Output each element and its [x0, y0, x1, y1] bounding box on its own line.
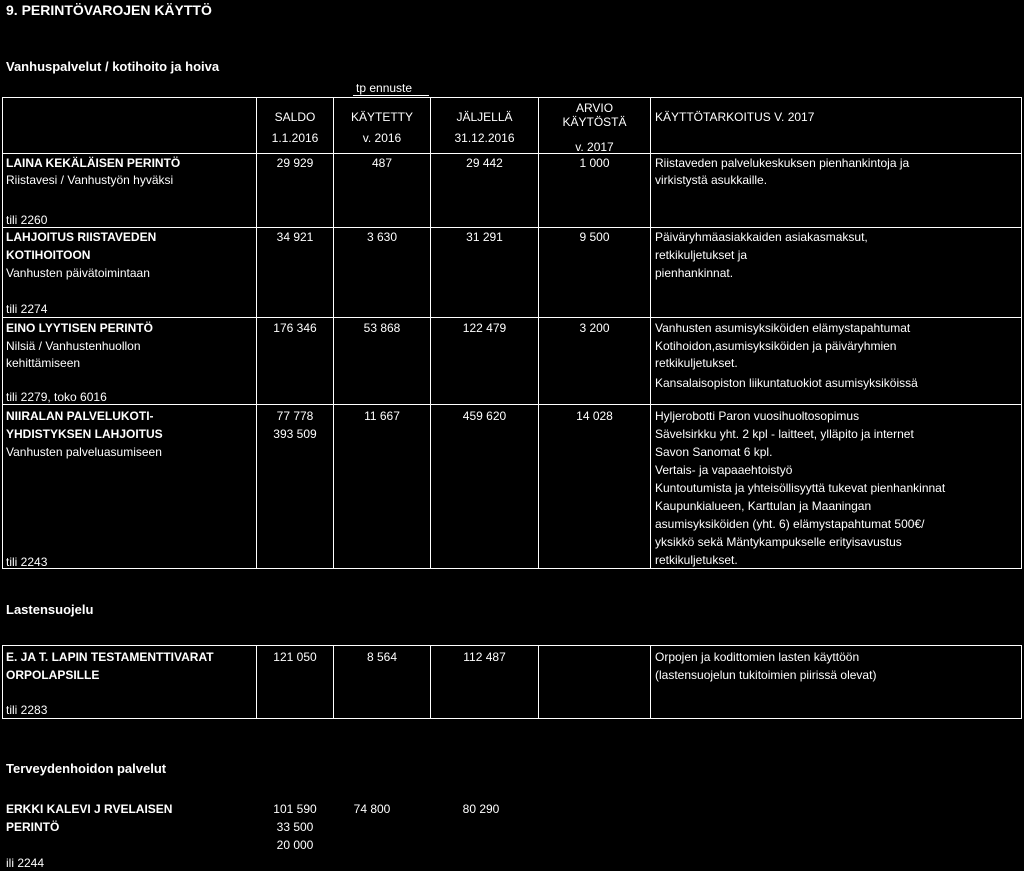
cell-kaytetty: 74 800: [353, 802, 391, 816]
cell-purpose-line: Päiväryhmäasiakkaiden asiakasmaksut,: [655, 230, 868, 244]
row-name: LAINA KEKÄLÄISEN PERINTÖ: [6, 156, 181, 170]
cell-saldo-3: 20 000: [276, 838, 314, 852]
cell-jaljella: 122 479: [462, 321, 507, 335]
row-subtitle: Vanhusten päivätoimintaan: [6, 266, 150, 280]
row-divider: [2, 227, 1022, 228]
table-bottom-border: [2, 568, 1022, 569]
cell-jaljella: 31 291: [466, 230, 503, 244]
header-saldo: SALDO: [274, 110, 316, 124]
header-saldo-date: 1.1.2016: [271, 131, 319, 145]
cell-purpose-line: Kuntoutumista ja yhteisöllisyyttä tukevat pienhankinnat: [655, 481, 946, 495]
row-name-line-2: ORPOLAPSILLE: [6, 668, 100, 682]
cell-purpose-line: retkikuljetukset.: [655, 356, 738, 370]
col-line: [1021, 645, 1022, 719]
cell-kaytetty: 11 667: [364, 409, 400, 423]
cell-purpose-line: Vanhusten asumisyksiköiden elämystapahtumat: [655, 321, 911, 335]
cell-purpose-line: Sävelsirkku yht. 2 kpl - laitteet, ylläpito ja internet: [655, 427, 914, 441]
cell-saldo: 176 346: [273, 321, 317, 335]
col-line: [2, 645, 3, 719]
cell-saldo: 101 590: [273, 802, 317, 816]
cell-saldo-2: 33 500: [276, 820, 314, 834]
header-jaljella: JÄLJELLÄ: [456, 110, 513, 124]
cell-arvio: 3 200: [579, 321, 610, 335]
cell-saldo: 121 050: [273, 650, 317, 664]
page-title: 9. PERINTÖVAROJEN KÄYTTÖ: [6, 2, 212, 18]
cell-purpose-line: retkikuljetukset ja: [655, 248, 748, 262]
header-arvio-1: ARVIO: [575, 101, 614, 115]
row-name: E. JA T. LAPIN TESTAMENTTIVARAT: [6, 650, 214, 664]
row-account: tili 2243: [6, 555, 48, 569]
cell-saldo: 34 921: [276, 230, 314, 244]
row-name-line-2: YHDISTYKSEN LAHJOITUS: [6, 427, 163, 441]
cell-purpose-line: asumisyksiköiden (yht. 6) elämystapahtumat 500€/: [655, 517, 925, 531]
cell-purpose-line: retkikuljetukset.: [655, 553, 738, 567]
row-name: EINO LYYTISEN PERINTÖ: [6, 321, 153, 335]
cell-purpose-line: Vertais- ja vapaaehtoistyö: [655, 463, 793, 477]
row-name: LAHJOITUS RIISTAVEDEN: [6, 230, 157, 244]
row-name-line-2: KOTIHOITOON: [6, 248, 91, 262]
row-account: tili 2279, toko 6016: [6, 390, 107, 404]
section-title-vanhuspalvelut: Vanhuspalvelut / kotihoito ja hoiva: [6, 59, 220, 74]
row-name: NIIRALAN PALVELUKOTI-: [6, 409, 154, 423]
cell-saldo-2: 393 509: [273, 427, 317, 441]
row-divider: [2, 404, 1022, 405]
header-jaljella-date: 31.12.2016: [454, 131, 515, 145]
tp-ennuste-note: tp ennuste: [356, 81, 413, 95]
row-account: tili 2274: [6, 302, 48, 316]
cell-kaytetty: 3 630: [366, 230, 398, 244]
cell-purpose-line: Savon Sanomat 6 kpl.: [655, 445, 773, 459]
cell-jaljella: 112 487: [463, 650, 506, 664]
cell-purpose-line: Kansalaisopiston liikuntatuokiot asumisyksiköissä: [655, 376, 918, 390]
row-account: tili 2260: [6, 213, 48, 227]
table-top-border: [2, 97, 1022, 98]
col-line: [1021, 97, 1022, 569]
tp-underline: [353, 95, 429, 96]
cell-purpose-line: Orpojen ja kodittomien lasten käyttöön: [655, 650, 860, 664]
cell-purpose-line: Hyljerobotti Paron vuosihuoltosopimus: [655, 409, 860, 423]
cell-kaytetty: 487: [371, 156, 393, 170]
section-title-terveydenhoito: Terveydenhoidon palvelut: [6, 761, 167, 776]
cell-purpose-line: Kotihoidon,asumisyksiköiden ja päiväryhmien: [655, 339, 897, 353]
header-arvio-2: KÄYTÖSTÄ: [562, 115, 627, 129]
cell-saldo: 77 778: [276, 409, 314, 423]
cell-purpose-line: pienhankinnat.: [655, 266, 734, 280]
cell-arvio: 9 500: [579, 230, 610, 244]
col-line: [650, 97, 651, 569]
row-name-line-2: PERINTÖ: [6, 820, 60, 834]
row-subtitle: Nilsiä / Vanhustenhuollon: [6, 339, 141, 353]
header-kayttotarkoitus: KÄYTTÖTARKOITUS V. 2017: [655, 110, 815, 124]
row-subtitle: Vanhusten palveluasumiseen: [6, 445, 162, 459]
cell-purpose-line: (lastensuojelun tukitoimien piirissä olevat): [655, 668, 877, 682]
row-name: ERKKI KALEVI J RVELAISEN: [6, 802, 173, 816]
row-subtitle: Riistavesi / Vanhustyön hyväksi: [6, 173, 174, 187]
cell-purpose-line: Riistaveden palvelukeskuksen pienhankintoja ja: [655, 156, 910, 170]
col-line: [650, 645, 651, 719]
header-kaytetty-year: v. 2016: [362, 131, 402, 145]
cell-purpose-line: Kaupunkialueen, Karttulan ja Maaningan: [655, 499, 872, 513]
cell-saldo: 29 929: [276, 156, 314, 170]
cell-purpose-line: virkistystä asukkaille.: [655, 173, 768, 187]
header-bottom-border: [2, 153, 1022, 154]
row-subtitle-line-2: kehittämiseen: [6, 356, 81, 370]
header-arvio-year: v. 2017: [575, 140, 614, 154]
cell-arvio: 14 028: [576, 409, 613, 423]
row-account: tili 2283: [6, 703, 48, 717]
cell-arvio: 1 000: [579, 156, 610, 170]
col-line: [2, 97, 3, 569]
cell-jaljella: 29 442: [466, 156, 503, 170]
table-bottom-border: [2, 718, 1022, 719]
col-line: [538, 645, 539, 719]
cell-purpose-line: yksikkö sekä Mäntykampukselle erityisavustus: [655, 535, 902, 549]
cell-jaljella: 80 290: [462, 802, 500, 816]
row-account: ili 2244: [6, 856, 45, 870]
table-top-border: [2, 645, 1022, 646]
cell-kaytetty: 53 868: [363, 321, 401, 335]
cell-jaljella: 459 620: [462, 409, 507, 423]
section-title-lastensuojelu: Lastensuojelu: [6, 602, 94, 617]
header-kaytetty: KÄYTETTY: [350, 110, 413, 124]
cell-kaytetty: 8 564: [366, 650, 398, 664]
row-divider: [2, 317, 1022, 318]
